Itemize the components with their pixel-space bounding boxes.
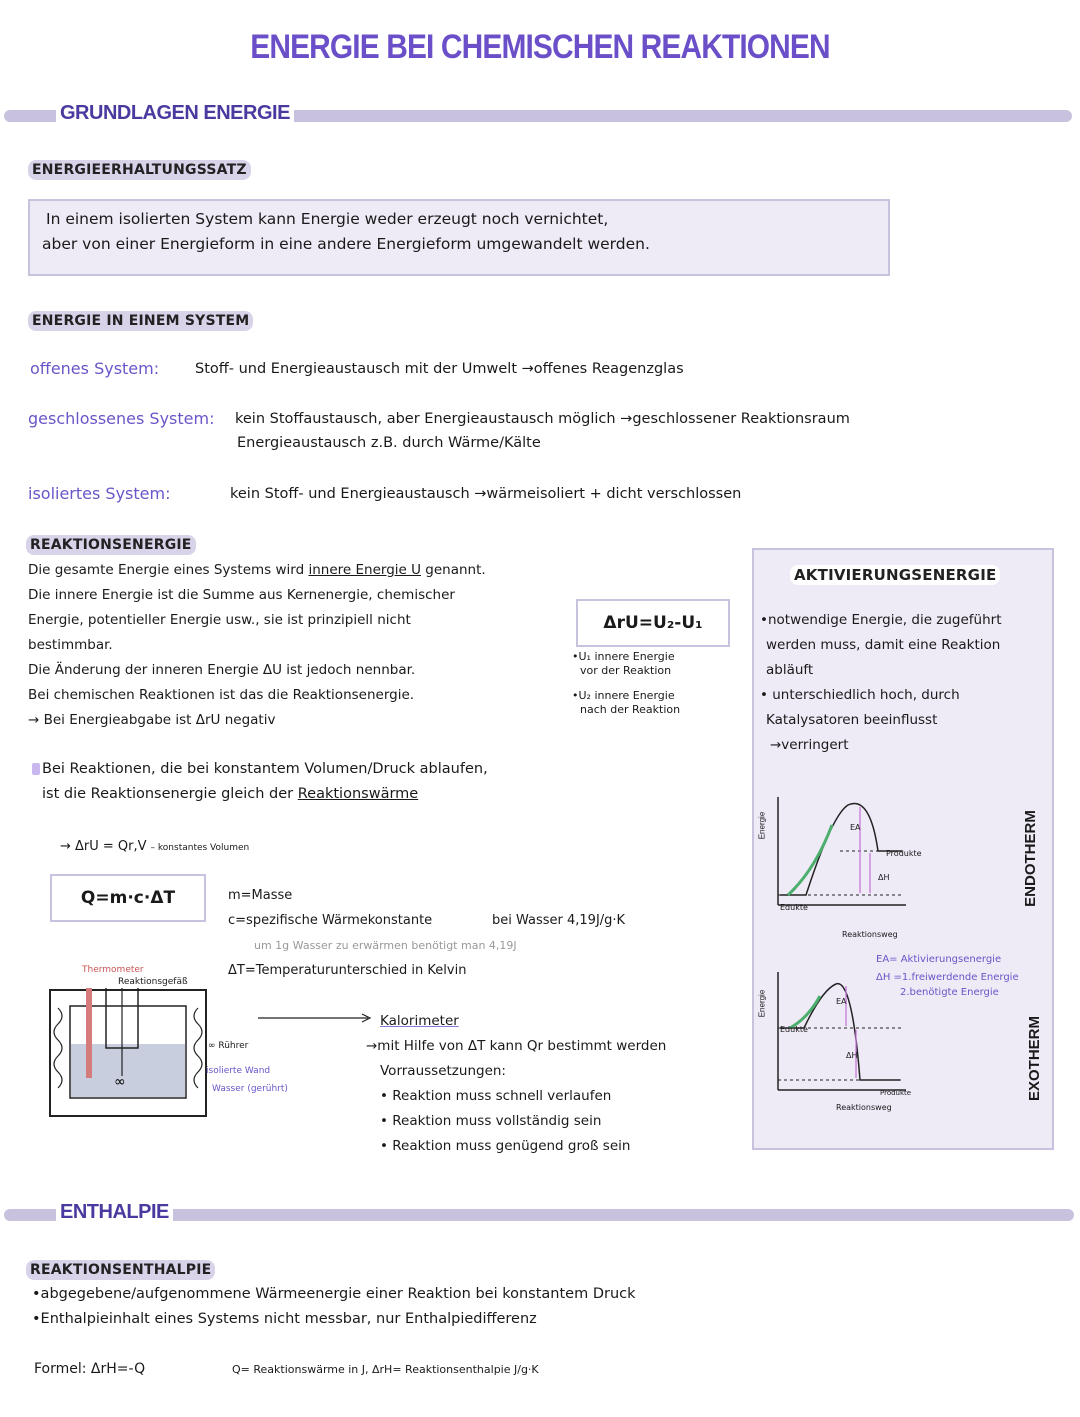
label-isoliertes-system: isoliertes System: [28,484,171,503]
legend-ea: EA= Aktivierungsenergie [876,954,1002,965]
note-line [42,782,418,807]
enthalpie-line: •abgegebene/aufgenommene Wärmeenergie einer Reaktion bei konstantem Druck [32,1286,636,1302]
text-line [28,558,486,583]
label-isolierte-wand: isolierte Wand [206,1066,271,1076]
page-title: ENERGIE BEI CHEMISCHEN REAKTIONEN [250,28,830,66]
aktivierung-line: •notwendige Energie, die zugeführt [760,612,1002,628]
label-edukte: Edukte [780,1025,808,1034]
calorimeter-diagram [48,988,208,1118]
text-geschlossenes-system-2: Energieaustausch z.B. durch Wärme/Kälte [237,435,541,451]
text-part: → ΔrU = Qr,V [60,839,147,854]
formula-enthalpie: Formel: ΔrH=-Q [34,1361,146,1377]
aktivierung-line: werden muss, damit eine Reaktion [766,637,1001,653]
legend-u1-sub: vor der Reaktion [580,664,672,677]
axis-label-reaktionsweg: Reaktionsweg [836,1103,892,1112]
kalorimeter-line: • Reaktion muss schnell verlaufen [380,1088,612,1104]
text-part: ist die Reaktionsenergie gleich der [42,786,298,802]
legend-dh-2: 2.benötigte Energie [900,987,999,998]
text-line: Die innere Energie ist die Summe aus Kernenergie, chemischer [28,587,455,603]
note-marker-icon [32,763,40,775]
axis-label-energie: Energie [757,989,767,1018]
label-produkte: Produkte [886,849,922,858]
text-geschlossenes-system: kein Stoffaustausch, aber Energieaustausch möglich →geschlossener Reaktionsraum [235,411,850,427]
label-ea: EA [836,997,847,1006]
text-line: → Bei Energieabgabe ist ΔrU negativ [28,712,276,728]
text-part: – konstantes Volumen [150,843,250,853]
kalorimeter-line: Vorraussetzungen: [380,1063,506,1079]
text-offenes-system: Stoff- und Energieaustausch mit der Umwelt →offenes Reagenzglas [195,361,684,377]
legend-c-note: um 1g Wasser zu erwärmen benötigt man 4,19J [254,939,517,952]
label-ea: EA [850,823,861,832]
heading-reaktionsenergie: REAKTIONSENERGIE [26,535,196,555]
label-geschlossenes-system: geschlossenes System: [28,409,215,428]
text-part: Die gesamte Energie eines Systems wird [28,562,309,578]
label-wasser: Wasser (gerührt) [212,1084,288,1094]
label-exotherm: EXOTHERM [1026,1015,1044,1102]
label-ruehrer: ∞ Rührer [208,1041,249,1051]
heading-aktivierungsenergie: AKTIVIERUNGSENERGIE [790,565,1000,585]
note-line: Bei Reaktionen, die bei konstantem Volumen/Druck ablaufen, [42,761,488,777]
legend-u1: •U₁ innere Energie [572,650,675,663]
legend-dt: ΔT=Temperaturunterschied in Kelvin [228,963,467,978]
text-isoliertes-system: kein Stoff- und Energieaustausch →wärmeisoliert + dicht verschlossen [230,486,742,502]
formula-enthalpie-legend: Q= Reaktionswärme in J, ΔrH= Reaktionsenthalpie J/g·K [232,1363,539,1376]
legend-c: c=spezifische Wärmekonstante [228,913,433,928]
formula-box-reaktionsenergie: ΔrU=U₂-U₁ [576,599,730,647]
heading-system: ENERGIE IN EINEM SYSTEM [28,311,253,331]
label-endotherm: ENDOTHERM [1021,810,1039,907]
definition-line: In einem isolierten System kann Energie weder erzeugt noch vernichtet, [46,210,609,228]
aktivierung-line: Katalysatoren beeinflusst [766,712,938,728]
text-underlined: Reaktionswärme [297,786,419,802]
section-title-enthalpie: ENTHALPIE [56,1201,173,1224]
text-part: genannt. [421,562,486,578]
axis-label-reaktionsweg: Reaktionsweg [842,930,898,939]
label-dh: ΔH [878,873,890,882]
legend-dh: ΔH =1.freiwerdende Energie [876,972,1019,983]
arrow-icon [258,1012,374,1024]
aktivierung-line: abläuft [766,662,814,678]
exotherm-graph [760,970,910,1100]
section-title-grundlagen: GRUNDLAGEN ENERGIE [56,102,294,125]
formula-box-waerme: Q=m·c·ΔT [50,874,206,922]
text-line: Bei chemischen Reaktionen ist das die Reaktionsenergie. [28,687,415,703]
enthalpie-line: •Enthalpieinhalt eines Systems nicht messbar, nur Enthalpiedifferenz [32,1311,537,1327]
kalorimeter-line: • Reaktion muss vollständig sein [380,1113,602,1129]
aktivierung-line: →verringert [770,737,849,753]
svg-text:∞: ∞ [114,1074,126,1090]
label-thermometer: Thermometer [82,965,144,975]
text-underlined: innere Energie U [308,562,421,578]
label-offenes-system: offenes System: [30,359,160,378]
definition-line: aber von einer Energieform in eine andere Energieform umgewandelt werden. [42,235,650,253]
label-dh: ΔH [846,1051,858,1060]
kalorimeter-line: • Reaktion muss genügend groß sein [380,1138,631,1154]
heading-kalorimeter: Kalorimeter [380,1013,459,1029]
aktivierung-line: • unterschiedlich hoch, durch [760,687,960,703]
kalorimeter-line: →mit Hilfe von ΔT kann Qr bestimmt werden [366,1038,667,1054]
text-line: bestimmbar. [28,637,113,653]
legend-c-wasser: bei Wasser 4,19J/g·K [492,913,626,928]
legend-m: m=Masse [228,888,293,903]
label-reaktionsgefaess: Reaktionsgefäß [118,977,188,987]
label-edukte: Edukte [780,903,808,912]
label-produkte: Produkte [880,1089,912,1097]
heading-energieerhaltung: ENERGIEERHALTUNGSSATZ [28,160,251,180]
heading-reaktionsenthalpie: REAKTIONSENTHALPIE [26,1260,215,1280]
text-line: Die Änderung der inneren Energie ΔU ist jedoch nennbar. [28,662,416,678]
legend-u2: •U₂ innere Energie [572,689,675,702]
legend-u2-sub: nach der Reaktion [580,703,681,716]
axis-label-energie: Energie [757,811,767,840]
text-line: Energie, potentieller Energie usw., sie ist prinzipiell nicht [28,612,411,628]
formula-qrv [60,834,249,859]
